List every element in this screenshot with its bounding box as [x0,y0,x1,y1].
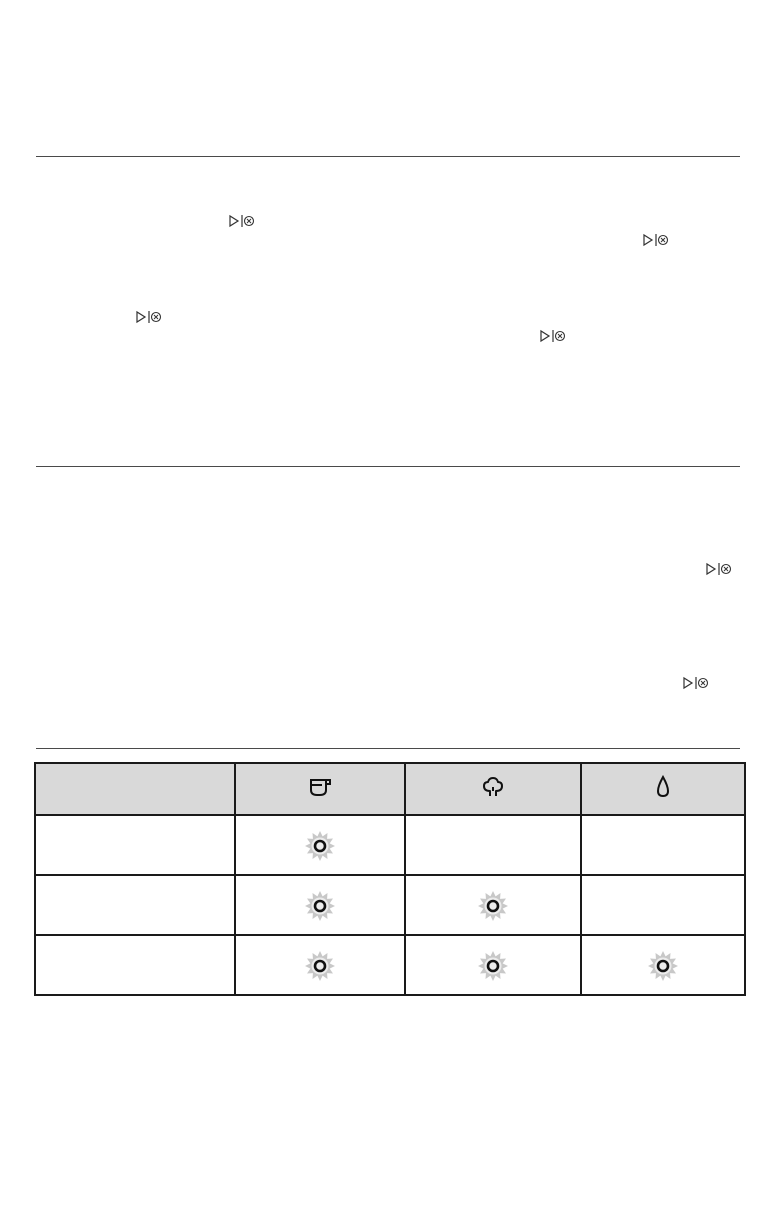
header-steam-cell [405,763,581,815]
lamp-cell [581,935,745,995]
section-divider-2 [36,466,740,467]
cup-icon [308,776,332,803]
row-label-cell [35,875,235,935]
lamp-cell [235,875,405,935]
lamp-cell [581,875,745,935]
lit-indicator-icon [477,890,509,927]
steam-icon [481,776,505,803]
row-label-cell [35,815,235,875]
play-stop-icon [683,676,711,690]
lit-indicator-icon [304,830,336,867]
lamp-cell [235,935,405,995]
header-cup-cell [235,763,405,815]
water-drop-icon [655,775,671,804]
lit-indicator-icon [304,890,336,927]
lit-indicator-icon [477,950,509,987]
play-stop-icon [136,310,164,324]
table-row [35,815,745,875]
lamp-cell [405,935,581,995]
row-label-cell [35,935,235,995]
table-header-row [35,763,745,815]
section-divider-3 [36,748,740,749]
lit-indicator-icon [304,950,336,987]
play-stop-icon [643,233,671,247]
header-label-cell [35,763,235,815]
play-stop-icon [229,214,257,228]
header-water-cell [581,763,745,815]
indicator-status-table [34,762,746,996]
table-row [35,935,745,995]
table-row [35,875,745,935]
section-divider-1 [36,156,740,157]
play-stop-icon [540,329,568,343]
lamp-cell [581,815,745,875]
lamp-cell [235,815,405,875]
lit-indicator-icon [647,950,679,987]
play-stop-icon [706,562,734,576]
lamp-cell [405,875,581,935]
lamp-cell [405,815,581,875]
